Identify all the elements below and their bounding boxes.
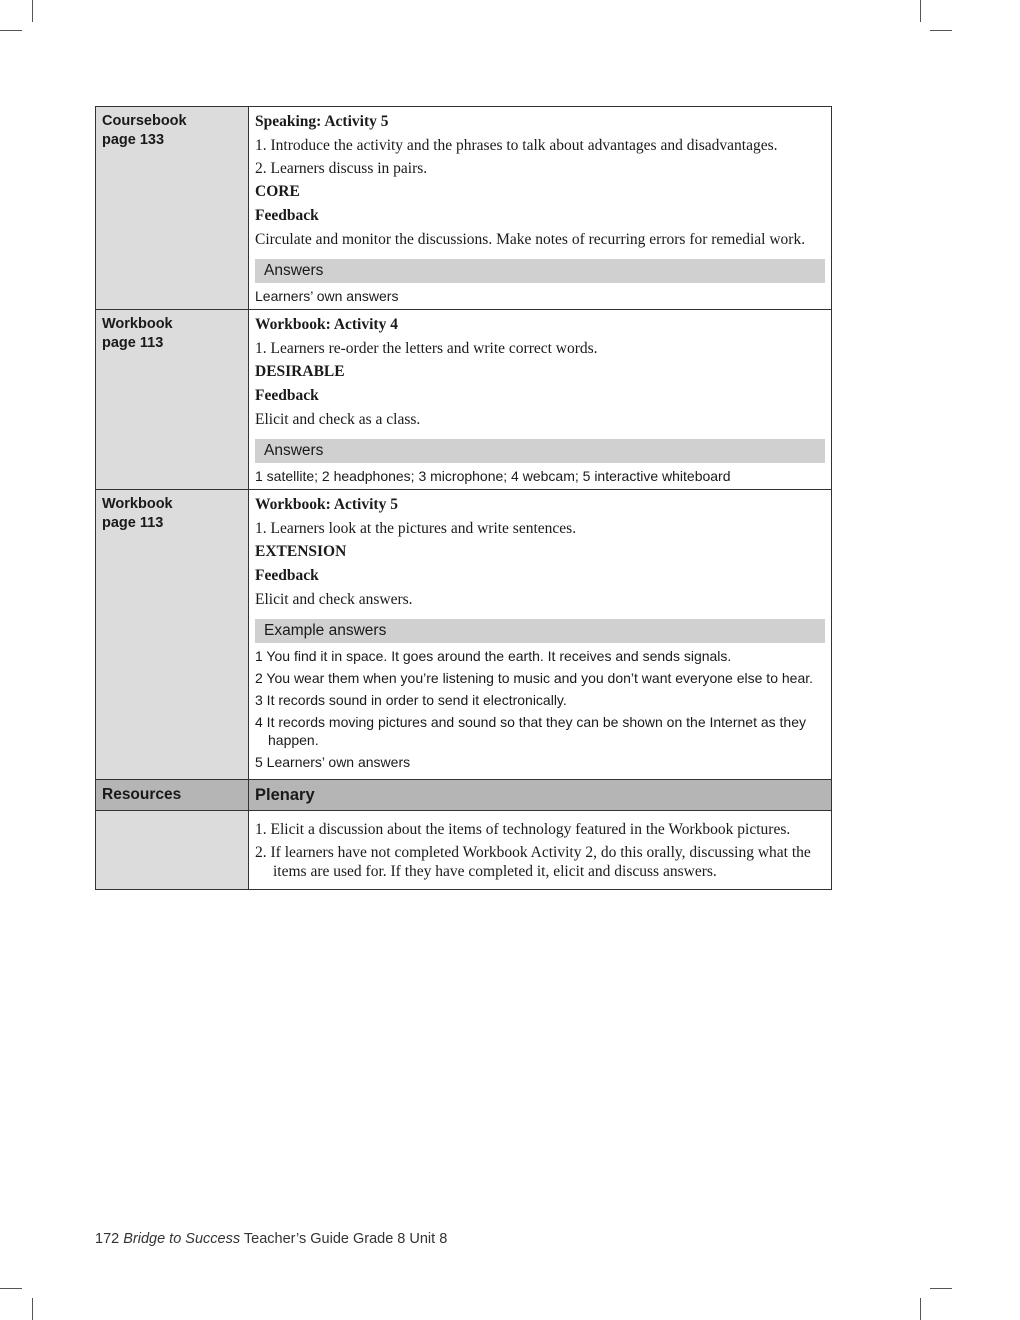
book-title: Bridge to Success <box>123 1231 241 1247</box>
feedback-text: Elicit and check answers. <box>255 591 413 608</box>
list-item: 2. Learners discuss in pairs. <box>255 160 428 177</box>
list-item: 4 It records moving pictures and sound so that they can be shown on the Internet as they happen. <box>255 714 806 748</box>
lesson-plan-table <box>95 106 832 890</box>
table-row <box>96 310 832 490</box>
list-item: 2 You wear them when you’re listening to music and you don’t want everyone else to hear. <box>255 670 814 686</box>
answers-header: Answers <box>255 439 825 463</box>
resources-label: Resources <box>96 780 249 811</box>
source-reference <box>96 490 249 780</box>
activity-content <box>249 310 832 490</box>
crop-mark <box>930 30 952 31</box>
activity-heading: Workbook: Activity 4 <box>255 316 398 333</box>
footer-subtitle: Teacher’s Guide Grade 8 Unit 8 <box>243 1231 448 1247</box>
activity-heading: Workbook: Activity 5 <box>255 496 398 513</box>
crop-mark <box>920 0 921 22</box>
crop-mark <box>32 0 33 22</box>
level-label: EXTENSION <box>255 543 347 560</box>
plenary-header-row <box>96 780 832 811</box>
list-item: 1. Elicit a discussion about the items of technology featured in the Workbook pictures. <box>255 821 791 838</box>
crop-mark <box>0 1288 22 1289</box>
activity-steps <box>255 339 825 358</box>
source-page: page 113 <box>102 335 164 351</box>
level-label: DESIRABLE <box>255 363 345 380</box>
answers-list <box>255 647 825 771</box>
activity-steps <box>255 136 825 178</box>
list-item: 1. Learners re-order the letters and write correct words. <box>255 340 598 357</box>
activity-steps <box>255 519 825 538</box>
source-book: Workbook <box>102 496 173 512</box>
crop-mark <box>0 30 22 31</box>
crop-mark <box>32 1298 33 1320</box>
feedback-text: Elicit and check as a class. <box>255 411 421 428</box>
list-item: 1. Introduce the activity and the phrases to talk about advantages and disadvantages. <box>255 137 778 154</box>
answers-text: Learners’ own answers <box>255 288 399 304</box>
activity-heading: Speaking: Activity 5 <box>255 113 389 130</box>
source-page: page 113 <box>102 515 164 531</box>
level-label: CORE <box>255 183 300 200</box>
list-item: 2. If learners have not completed Workbook Activity 2, do this orally, discussing what the items are used for. If they have completed it, elicit and discuss answers. <box>255 844 811 880</box>
plenary-row <box>96 811 832 890</box>
feedback-label: Feedback <box>255 207 319 224</box>
page-number: 172 <box>95 1231 120 1247</box>
feedback-text: Circulate and monitor the discussions. Make notes of recurring errors for remedial work. <box>255 231 806 248</box>
source-reference <box>96 310 249 490</box>
table-row <box>96 490 832 780</box>
page-footer <box>95 1231 447 1247</box>
activity-content <box>249 107 832 310</box>
list-item: 3 It records sound in order to send it electronically. <box>255 692 567 708</box>
table-row <box>96 107 832 310</box>
plenary-steps <box>255 820 825 881</box>
list-item: 5 Learners’ own answers <box>255 754 411 770</box>
plenary-content <box>249 811 832 890</box>
source-book: Workbook <box>102 316 173 332</box>
crop-mark <box>930 1288 952 1289</box>
source-reference <box>96 107 249 310</box>
resources-cell <box>96 811 249 890</box>
list-item: 1. Learners look at the pictures and write sentences. <box>255 520 577 537</box>
list-item: 1 You find it in space. It goes around the earth. It receives and sends signals. <box>255 648 732 664</box>
source-page: page 133 <box>102 132 165 148</box>
feedback-label: Feedback <box>255 567 319 584</box>
answers-text: 1 satellite; 2 headphones; 3 microphone; 4 webcam; 5 interactive whiteboard <box>255 468 731 484</box>
plenary-heading: Plenary <box>249 780 832 811</box>
answers-header: Answers <box>255 259 825 283</box>
crop-mark <box>920 1298 921 1320</box>
answers-header: Example answers <box>255 619 825 643</box>
source-book: Coursebook <box>102 113 187 129</box>
activity-content <box>249 490 832 780</box>
feedback-label: Feedback <box>255 387 319 404</box>
